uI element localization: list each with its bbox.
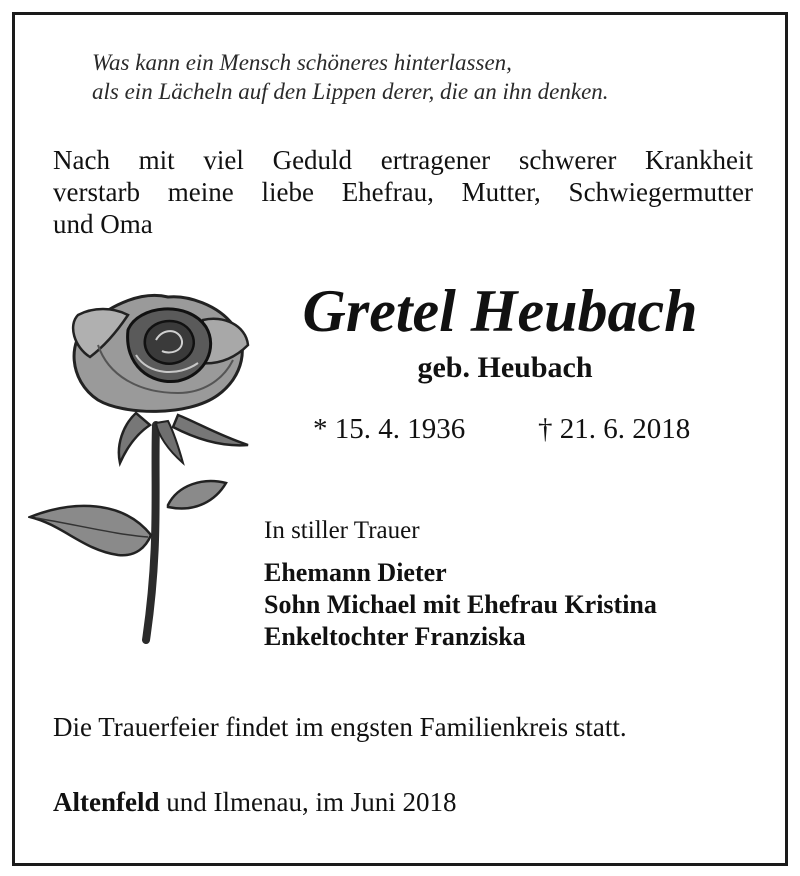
ceremony-note: Die Trauerfeier findet im engsten Familienkreis statt. <box>53 712 627 742</box>
mourning-heading: In stiller Trauer <box>264 517 420 544</box>
intro-line-2: verstarb meine liebe Ehefrau, Mutter, Schwiegermutter <box>53 177 753 207</box>
memorial-quote <box>92 48 609 106</box>
mourner-item: Ehemann Dieter <box>264 558 447 587</box>
intro-line-3: und Oma <box>53 209 153 239</box>
place-rest: und Ilmenau, im Juni 2018 <box>159 787 457 817</box>
mourners-list <box>264 557 657 653</box>
quote-line-1: Was kann ein Mensch schöneres hinterlassen, <box>92 50 512 75</box>
town-name: Altenfeld <box>53 787 160 817</box>
death-date: † 21. 6. 2018 <box>538 413 691 445</box>
place-date-line <box>53 786 456 818</box>
quote-line-2: als ein Lächeln auf den Lippen derer, die an ihn denken. <box>92 79 609 104</box>
mourner-item: Sohn Michael mit Ehefrau Kristina <box>264 590 657 619</box>
intro-text <box>53 144 753 240</box>
intro-line-1: Nach mit viel Geduld ertragener schwerer Krankheit <box>53 145 753 175</box>
mourner-item: Enkeltochter Franziska <box>264 622 526 651</box>
deceased-name: Gretel Heubach <box>302 278 698 344</box>
birth-date: * 15. 4. 1936 <box>313 413 466 445</box>
maiden-name: geb. Heubach <box>417 351 593 384</box>
